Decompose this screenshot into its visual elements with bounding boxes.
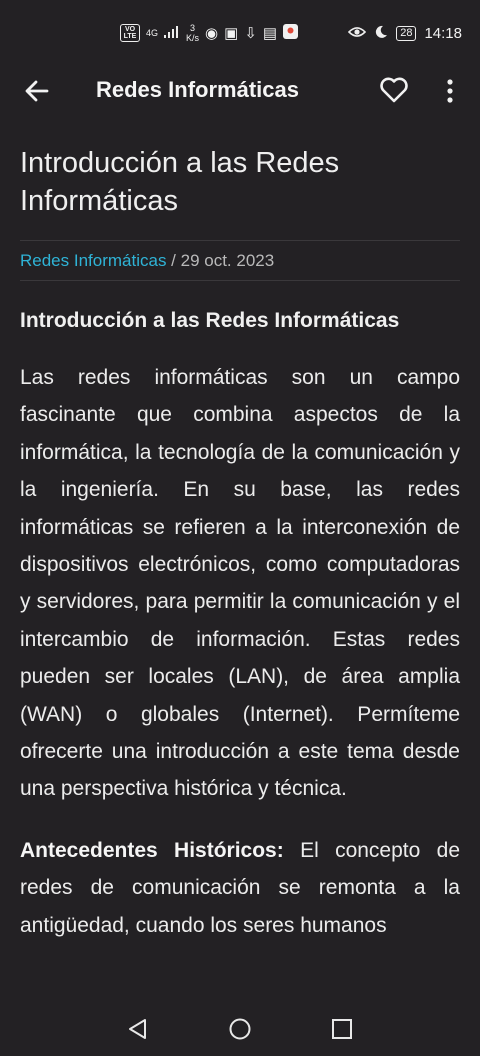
article-content	[20, 140, 460, 968]
network-type: 4G	[146, 28, 159, 38]
app-bar-title: Redes Informáticas	[96, 77, 299, 102]
app-notification-icon: ◉	[205, 24, 219, 42]
status-bar	[0, 0, 480, 66]
battery-indicator: 28	[396, 26, 416, 41]
moon-icon	[374, 25, 388, 42]
category-link[interactable]: Redes Informáticas	[20, 251, 167, 270]
more-vertical-icon[interactable]	[438, 76, 462, 106]
section-heading: Introducción a las Redes Informáticas	[20, 309, 400, 332]
paragraph-history-text: El concepto de redes de comunicación se remonta a la antigüedad, cuando los seres humanos	[20, 838, 460, 937]
arrow-left-icon[interactable]	[22, 76, 52, 106]
meta-separator: /	[166, 251, 181, 270]
status-right	[348, 25, 462, 42]
heart-outline-icon[interactable]	[378, 74, 410, 106]
camera-notification-icon: ▣	[224, 24, 239, 42]
calendar-notification-icon: ▤	[262, 24, 278, 42]
article-meta	[20, 241, 460, 280]
system-nav-bar	[0, 1003, 480, 1056]
network-speed	[186, 23, 199, 43]
divider-bottom	[20, 280, 460, 281]
square-recents-icon[interactable]	[330, 1017, 354, 1041]
paragraph-intro: Las redes informáticas son un campo fascinante que combina aspectos de la informática, la tecnología de la comunicación y la ingeniería. En su base, las redes informáticas se refieren a la interconexión de dispositivos electrónicos, como computadoras y servidores, para permitir la comunicación y el intercambio de información. Estas redes pueden ser locales (LAN), de área amplia (WAN) o globales (Internet). Permíteme ofrecerte una introducción a este tema desde una perspectiva histórica y técnica.	[20, 366, 460, 801]
download-notification-icon: ⇩	[244, 24, 257, 42]
article-title: Introducción a las Redes Informáticas	[20, 147, 340, 217]
circle-home-icon[interactable]	[228, 1017, 252, 1041]
speed-unit: K/s	[186, 33, 200, 43]
signal-icon	[164, 25, 180, 41]
paragraph-history-label: Antecedentes Históricos:	[20, 838, 284, 862]
clock: 14:18	[424, 24, 462, 42]
volte-badge: VO LTE	[120, 24, 140, 42]
maps-notification-icon	[283, 24, 298, 42]
triangle-back-icon[interactable]	[126, 1017, 150, 1041]
status-left	[120, 23, 298, 43]
article-date: 29 oct. 2023	[180, 251, 275, 270]
app-bar	[0, 66, 480, 114]
speed-value: 3	[190, 23, 196, 33]
paragraph-history	[20, 832, 460, 944]
eye-icon	[348, 25, 366, 41]
